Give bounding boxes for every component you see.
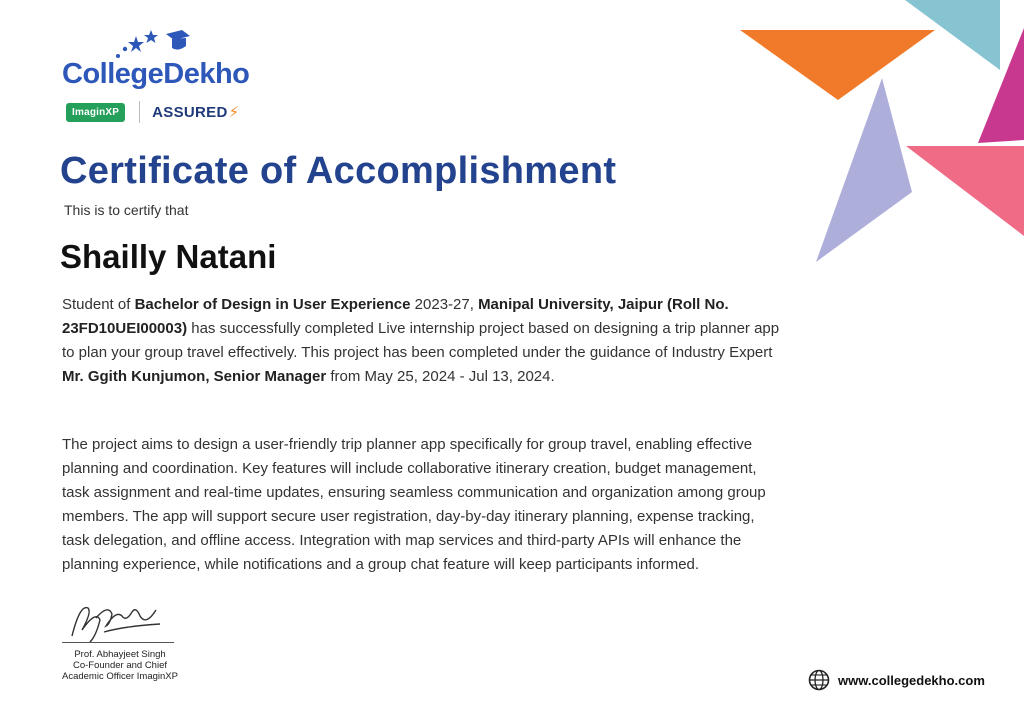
globe-icon [808, 669, 830, 691]
signatory-name: Prof. Abhayjeet Singh [74, 649, 166, 660]
orange-triangle [740, 30, 935, 100]
teal-triangle [905, 0, 1000, 70]
signature-line [62, 642, 174, 643]
collegedekho-logo [62, 28, 252, 128]
signature-image [66, 596, 166, 646]
imaginxp-badge: ImaginXP [66, 103, 125, 122]
lavender-triangle [816, 78, 912, 262]
pink-triangle [906, 146, 1024, 236]
signatory-role-1: Co-Founder and Chief [73, 660, 167, 671]
signatory-block [40, 649, 200, 682]
signatory-role-2: Academic Officer ImaginXP [62, 671, 178, 682]
certificate-title: Certificate of Accomplishment [60, 150, 617, 192]
brand-wordmark: CollegeDekho [62, 58, 250, 90]
logo-divider [139, 101, 140, 123]
stars-icon [114, 28, 194, 60]
certify-text: This is to certify that [64, 202, 189, 218]
magenta-triangle [978, 28, 1024, 143]
project-description: The project aims to design a user-friendly trip planner app specifically for group travel, enabling effective planning and coordination. Key features will include collaborative itinerary creation, budget management, task assignment and real-time updates, ensuring seamless communication and organization among group members. The app will support secure user registration, day-by-day itinerary planning, expense tracking, task delegation, and offline access. Integration with map services and third-party APIs will enhance the planning experience, while notifications and a group chat feature will keep participants informed. [62, 436, 766, 573]
recipient-name: Shailly Natani [60, 238, 277, 275]
details-paragraph: Student of Bachelor of Design in User Experience 2023-27, Manipal University, Jaipur (Roll No. 23FD10UEI00003) has successfully completed Live internship project based on designing a trip planner app to plan your group travel effectively. This project has been completed under the guidance of Industry Expert Mr. Ggith Kunjumon, Senior Manager from May 25, 2024 - Jul 13, 2024. [62, 296, 780, 385]
website-url[interactable]: www.collegedekho.com [838, 672, 985, 688]
lightning-icon: ⚡ [228, 104, 240, 121]
website-footer[interactable] [808, 669, 985, 691]
logo-subrow [66, 100, 239, 124]
assured-label: ASSURED [152, 103, 228, 121]
